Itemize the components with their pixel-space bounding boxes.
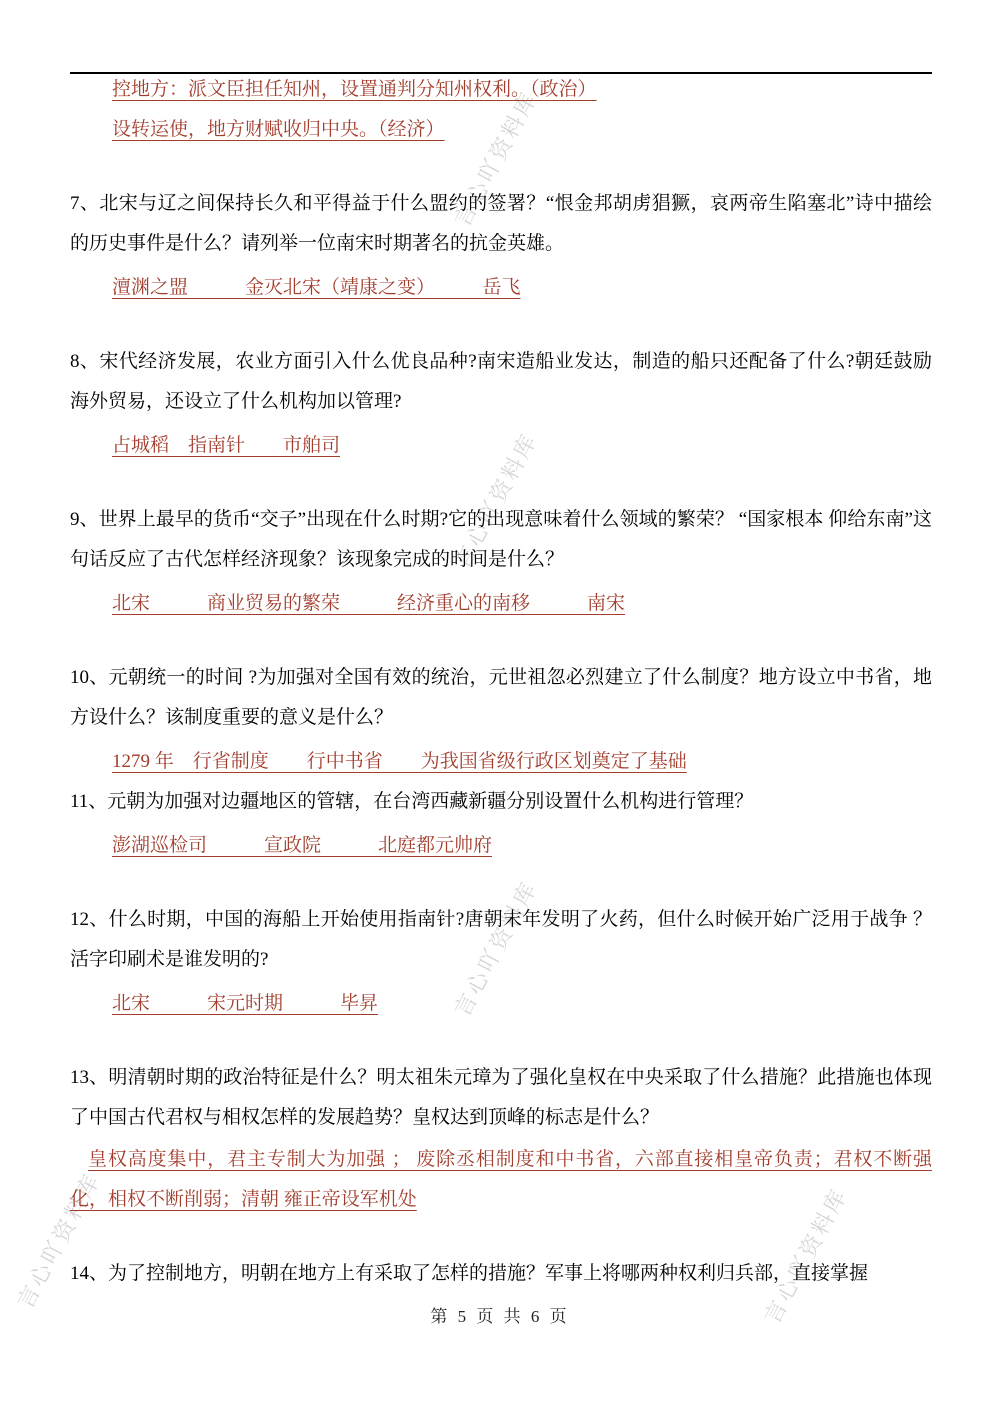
answer-8: 占城稻 指南针 市舶司 [112, 435, 341, 456]
question-11: 11、元朝为加强对边疆地区的管辖，在台湾西藏新疆分别设置什么机构进行管理？ [70, 791, 754, 812]
answer-12: 北宋 宋元时期 毕昇 [112, 993, 379, 1014]
question-8: 8、宋代经济发展，农业方面引入什么优良品种?南宋造船业发达，制造的船只还配备了什么?朝廷鼓励海外贸易，还设立了什么机构加以管理? [70, 351, 932, 412]
answer-9: 北宋 商业贸易的繁荣 经济重心的南移 南宋 [112, 593, 626, 614]
carryover-answer-line-2: 设转运使，地方财赋收归中央。（经济） [112, 119, 445, 140]
question-14: 14、为了控制地方，明朝在地方上有采取了怎样的措施？军事上将哪两种权利归兵部，直接掌握 [70, 1263, 869, 1284]
watermark: 言心吖资料库 [449, 428, 543, 573]
question-10: 10、元朝统一的时间 ?为加强对全国有效的统治，元世祖忽必烈建立了什么制度？地方设立中书省，地方设什么？该制度重要的意义是什么？ [70, 667, 932, 728]
answer-13: 皇权高度集中，君主专制大为加强 ； 废除丞相制度和中书省，六部直接相皇帝负责；君权不断强化，相权不断削弱；清朝 雍正帝设军机处 [70, 1149, 932, 1210]
answer-10: 1279 年 行省制度 行中书省 为我国省级行政区划奠定了基础 [112, 751, 687, 772]
answer-7: 澶渊之盟 金灭北宋（靖康之变） 岳飞 [112, 277, 521, 298]
carryover-answer-line-1: 控地方：派文臣担任知州，设置通判分知州权利。（政治） [112, 79, 597, 100]
page-number: 第 5 页 共 6 页 [430, 1307, 570, 1326]
page-content [70, 70, 932, 1294]
watermark: 言心吖资料库 [449, 876, 543, 1021]
question-7: 7、北宋与辽之间保持长久和平得益于什么盟约的签署？“恨金邦胡虏猖獗，哀两帝生陷塞北”诗中描绘的历史事件是什么？请列举一位南宋时期著名的抗金英雄。 [70, 193, 932, 254]
question-12: 12、什么时期，中国的海船上开始使用指南针?唐朝末年发明了火药，但什么时候开始广泛用于战争 ？ 活字印刷术是谁发明的? [70, 909, 932, 970]
watermark: 言心吖资料库 [12, 1168, 106, 1313]
question-9: 9、世界上最早的货币“交子”出现在什么时期?它的出现意味着什么领域的繁荣？ “国家根本 仰给东南”这句话反应了古代怎样经济现象？该现象完成的时间是什么？ [70, 509, 932, 570]
question-13: 13、明清朝时期的政治特征是什么？明太祖朱元璋为了强化皇权在中央采取了什么措施？此措施也体现了中国古代君权与相权怎样的发展趋势？皇权达到顶峰的标志是什么？ [70, 1067, 932, 1128]
watermark: 言心吖资料库 [449, 86, 543, 231]
answer-11: 澎湖巡检司 宣政院 北庭都元帅府 [112, 835, 493, 856]
watermark: 言心吖资料库 [759, 1183, 853, 1328]
